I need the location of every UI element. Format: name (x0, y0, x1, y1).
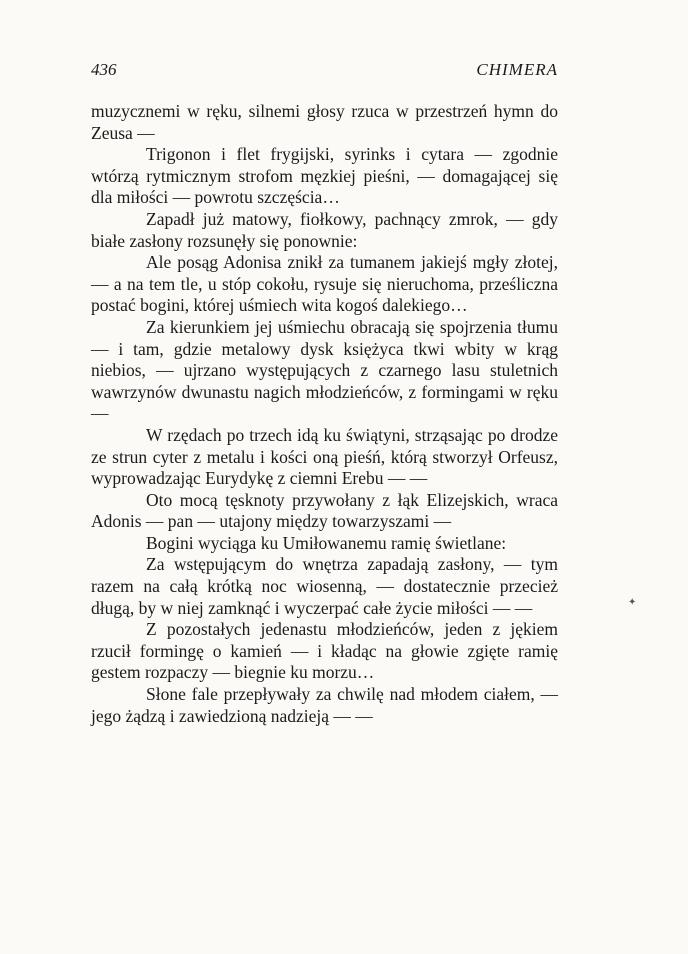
paragraph: Zapadł już matowy, fiołkowy, pachnący zmrok, — gdy białe zasłony rozsunęły się ponownie: (91, 208, 558, 251)
paragraph: Bogini wyciąga ku Umiłowanemu ramię świetlane: (146, 532, 507, 553)
page-header (91, 60, 558, 84)
paragraph: Oto mocą tęsknoty przywołany z łąk Elizejskich, wraca Adonis — pan — utajony między towarzyszami — (91, 489, 558, 532)
paragraph: Za wstępującym do wnętrza zapadają zasłony, — tym razem na całą krótką noc wiosenną, — dostatecznie przecież długą, by w niej zamknąć i wyczerpać całe życie miłości — — (91, 554, 558, 618)
ink-smudge: ✦ (628, 597, 637, 608)
paragraph: Ale posąg Adonisa znikł za tumanem jakiejś mgły złotej, — a na tem tle, u stóp cokołu, rysuje się nieruchoma, prześliczna postać bogini, której uśmiech wita kogoś dalekiego… (91, 252, 558, 316)
paragraph: W rzędach po trzech idą ku świątyni, strząsając po drodze ze strun cyter z metalu i kości oną pieśń, którą stworzył Orfeusz, wyprowadzając Eurydykę z ciemni Erebu — — (91, 424, 558, 489)
body-text (91, 101, 558, 727)
running-title: CHIMERA (476, 60, 558, 79)
paragraph: Trigonon i flet frygijski, syrinks i cytara — zgodnie wtórzą rytmicznym strofom męzkiej pieśni, — domagającej się dla miłości — powrotu szczęścia… (91, 144, 558, 208)
paragraph: muzycznemi w ręku, silnemi głosy rzuca w przestrzeń hymn do Zeusa — (91, 101, 558, 143)
paragraph: Z pozostałych jedenastu młodzieńców, jeden z jękiem rzucił formingę o kamień — i kładąc na głowie zgięte ramię gestem rozpaczy — biegnie ku morzu… (91, 619, 558, 683)
page-number: 436 (91, 60, 117, 79)
paragraph: Słone fale przepływały za chwilę nad młodem ciałem, — jego żądzą i zawiedzioną nadzieją — — (91, 684, 558, 726)
paragraph: Za kierunkiem jej uśmiechu obracają się spojrzenia tłumu — i tam, gdzie metalowy dysk księżyca tkwi wbity w krąg niebios, — ujrzano występujących z czarnego lasu stuletnich wawrzynów dwunastu nagich młodzieńców, z formingami w ręku — (91, 316, 558, 424)
